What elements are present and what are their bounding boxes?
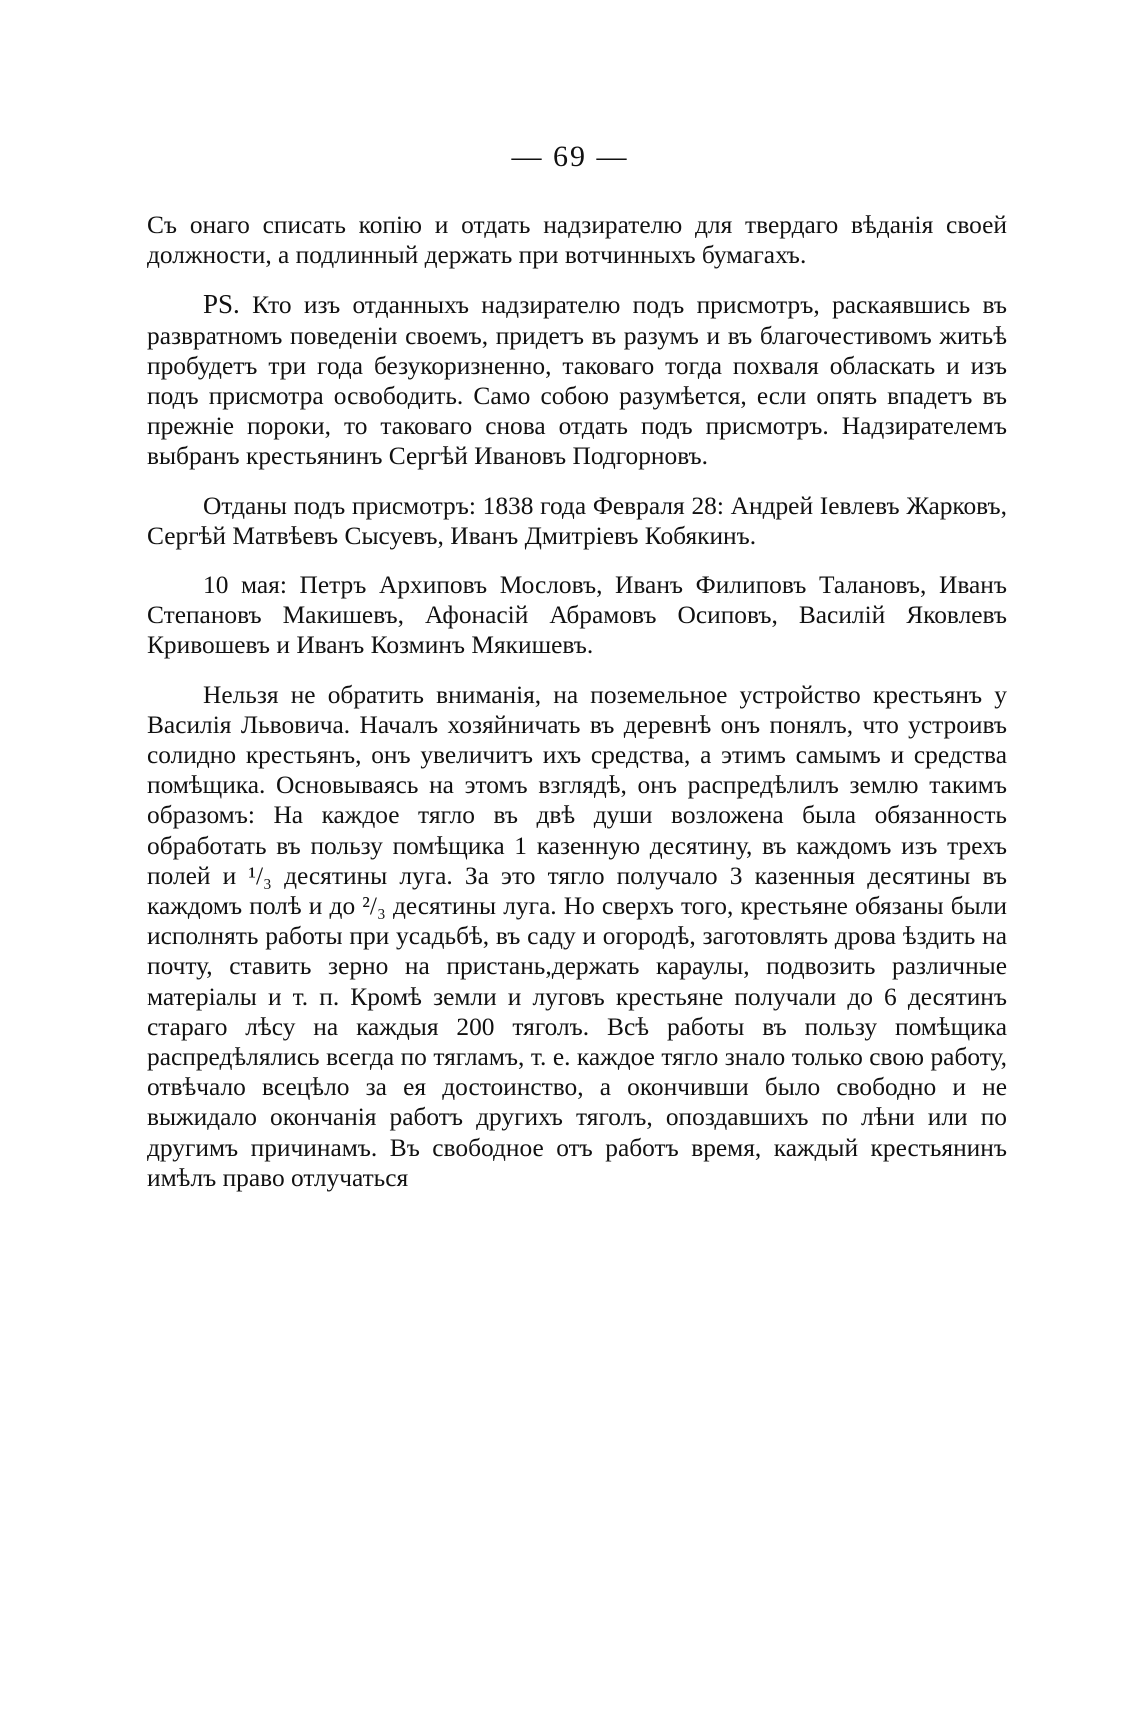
page-number: — 69 — bbox=[511, 140, 629, 173]
paragraph-supervised-list-may: 10 мая: Петръ Архиповъ Мословъ, Иванъ Филиповъ Талановъ, Иванъ Степановъ Макишевъ, Афонасій Абрамовъ Осиповъ, Василій Яковлевъ Кривошевъ и Иванъ Козминъ Мякишевъ. bbox=[147, 571, 1007, 660]
paragraph-copy-instruction: Съ онаго списать копію и отдать надзирателю для твердаго вѣданія своей должности, а подлинный держать при вотчинныхъ бумагахъ. bbox=[147, 211, 1007, 270]
postscript-text: Кто изъ отданныхъ надзирателю подъ присмотръ, раскаявшись въ развратномъ поведеніи своемъ, придетъ въ разумъ и въ благочестивомъ житьѣ пробудетъ три года безукоризненно, таковаго тогда похваля обласкать и изъ подъ присмотра освободить. Само собою разумѣется, если опять впадетъ въ прежніе пороки, то таковаго снова отдать подъ присмотръ. Надзирателемъ выбранъ крестьянинъ Сергѣй Ивановъ Подгорновъ. bbox=[147, 291, 1007, 471]
paragraph-supervised-list-february: Отданы подъ присмотръ: 1838 года Февраля 28: Андрей Іевлевъ Жарковъ, Сергѣй Матвѣевъ Сысуевъ, Иванъ Дмитріевъ Кобякинъ. bbox=[147, 491, 1007, 550]
postscript-label: PS. bbox=[203, 289, 240, 320]
page-body bbox=[147, 210, 1007, 1212]
paragraph-land-arrangement: Нельзя не обратить вниманія, на поземельное устройство крестьянъ у Василія Львовича. Началъ хозяйничать въ деревнѣ онъ понялъ, что устроивъ солидно крестьянъ, онъ увеличитъ ихъ средства, а этимъ самымъ и средства помѣщика. Основываясь на этомъ взглядѣ, онъ распредѣлилъ землю такимъ образомъ: На каждое тягло въ двѣ души возложена была обязанность обработать въ пользу помѣщика 1 казенную десятину, въ каждомъ изъ трехъ полей и ¹/₃ десятины луга. За это тягло получало 3 казенныя десятины въ каждомъ полѣ и до ²/₃ десятины луга. Но сверхъ того, крестьяне обязаны были исполнять работы при усадьбѣ, въ саду и огородѣ, заготовлять дрова ѣздить на почту, ставить зерно на пристань,держать караулы, подвозить различные матеріалы и т. п. Кромѣ земли и луговъ крестьяне получали до 6 десятинъ стараго лѣсу на каждыя 200 тяголъ. Всѣ работы въ пользу помѣщика распредѣлялись всегда по тягламъ, т. е. каждое тягло знало только свою работу, отвѣчало всецѣло за ея достоинство, а окончивши было свободно и не выжидало окончанія работъ другихъ тяголъ, опоздавшихъ по лѣни или по другимъ причинамъ. Въ свободное отъ работъ время, каждый крестьянинъ имѣлъ право отлучаться bbox=[147, 680, 1007, 1192]
paragraph-postscript bbox=[147, 289, 1007, 471]
